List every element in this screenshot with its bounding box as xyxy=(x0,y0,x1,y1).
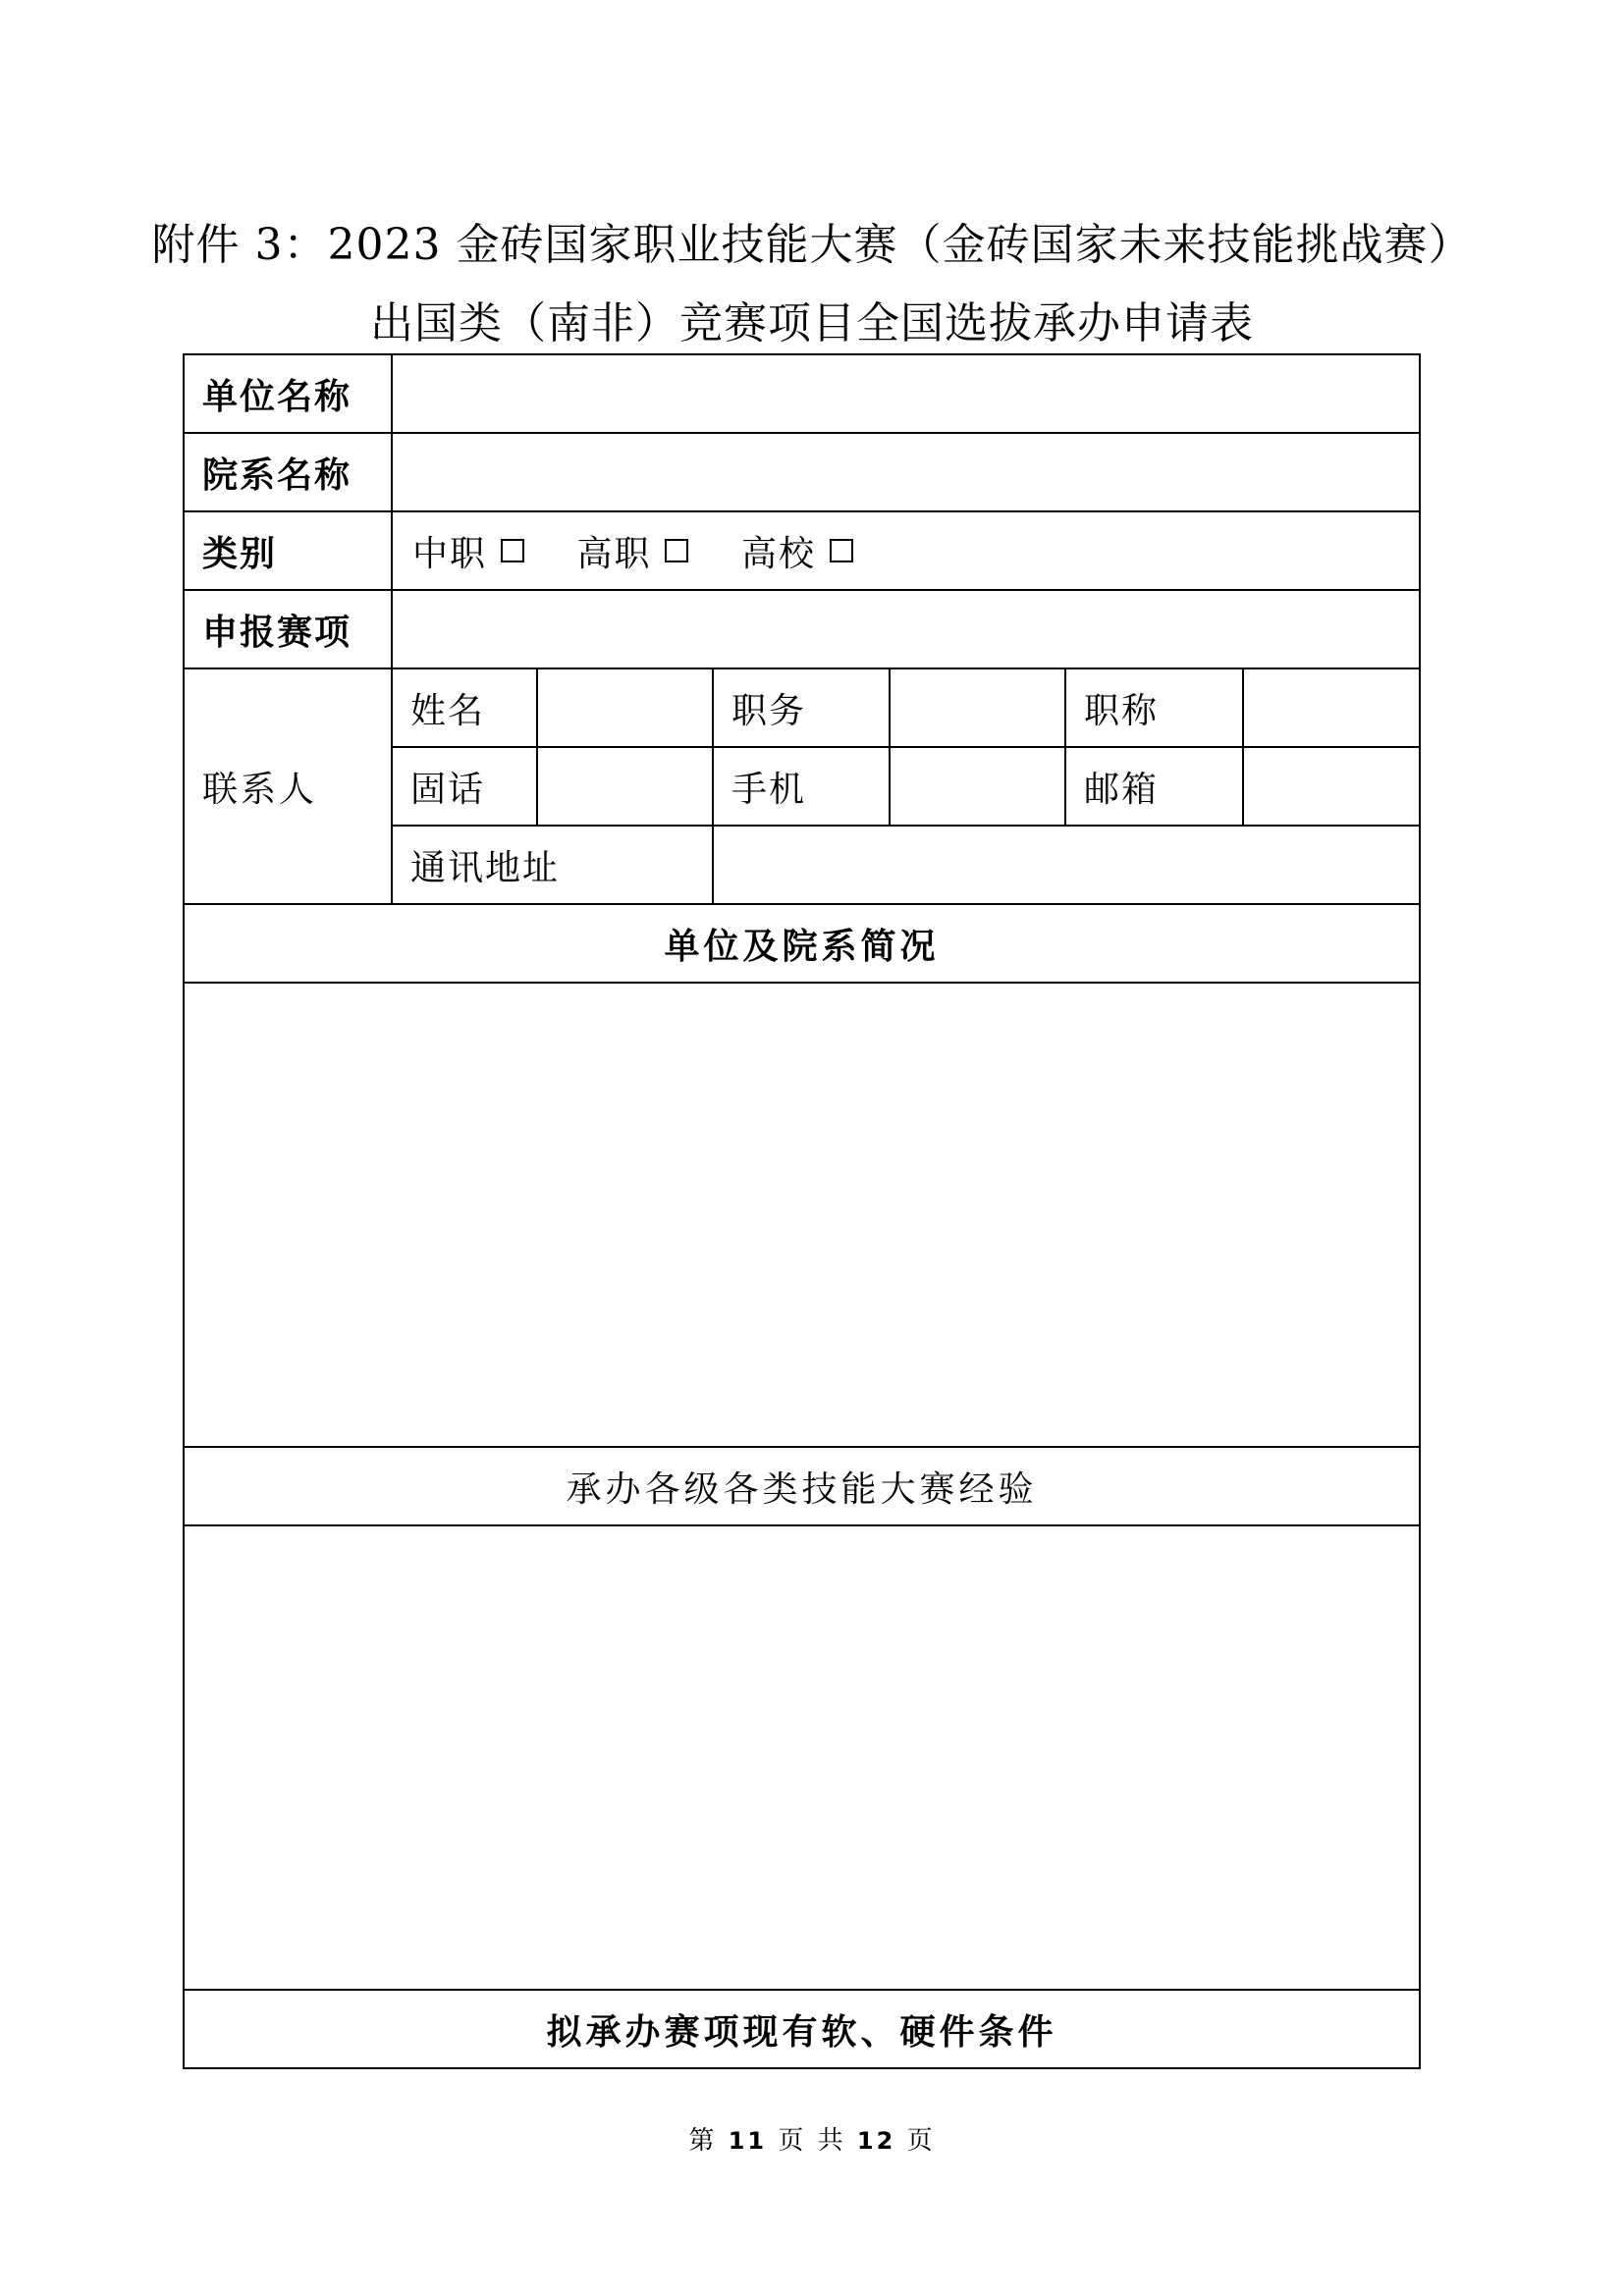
unit-name-label: 单位名称 xyxy=(184,354,392,433)
category-option-university[interactable] xyxy=(741,526,853,576)
category-option-label: 高职 xyxy=(576,533,652,574)
dept-name-label: 院系名称 xyxy=(184,433,392,511)
contact-mobile-field[interactable] xyxy=(890,747,1065,826)
event-field[interactable] xyxy=(392,590,1420,668)
contact-phone-field[interactable] xyxy=(537,747,713,826)
section-experience-field[interactable] xyxy=(184,1525,1420,1990)
checkbox-icon[interactable] xyxy=(830,539,853,562)
checkbox-icon[interactable] xyxy=(501,539,524,562)
footer-suffix: 页 xyxy=(906,2126,936,2156)
contact-label: 联系人 xyxy=(184,668,392,904)
event-label: 申报赛项 xyxy=(184,590,392,668)
checkbox-icon[interactable] xyxy=(665,539,688,562)
footer-total-pages: 12 xyxy=(856,2127,896,2155)
page-footer xyxy=(0,2120,1624,2157)
section-conditions-heading: 拟承办赛项现有软、硬件条件 xyxy=(184,1990,1420,2068)
footer-page-number: 11 xyxy=(728,2127,768,2155)
category-label: 类别 xyxy=(184,511,392,590)
section-overview-field[interactable] xyxy=(184,983,1420,1447)
footer-middle: 页 共 xyxy=(778,2126,846,2156)
document-title-line-2: 出国类（南非）竞赛项目全国选拔承办申请表 xyxy=(370,298,1254,348)
category-option-label: 高校 xyxy=(740,533,816,574)
footer-prefix: 第 xyxy=(688,2126,718,2156)
contact-name-label: 姓名 xyxy=(392,668,537,747)
document-title-line-1: 附件 3：2023 金砖国家职业技能大赛（金砖国家未来技能挑战赛） xyxy=(151,220,1473,270)
contact-name-field[interactable] xyxy=(537,668,713,747)
dept-name-field[interactable] xyxy=(392,433,1420,511)
category-option-label: 中职 xyxy=(412,533,488,574)
contact-phone-label: 固话 xyxy=(392,747,537,826)
contact-title-label: 职称 xyxy=(1065,668,1243,747)
unit-name-field[interactable] xyxy=(392,354,1420,433)
contact-position-field[interactable] xyxy=(890,668,1065,747)
category-option-secondary-vocational[interactable] xyxy=(412,526,524,576)
contact-position-label: 职务 xyxy=(713,668,890,747)
section-overview-heading: 单位及院系简况 xyxy=(184,904,1420,983)
contact-address-field[interactable] xyxy=(713,826,1420,904)
section-experience-heading: 承办各级各类技能大赛经验 xyxy=(184,1447,1420,1525)
contact-title-field[interactable] xyxy=(1243,668,1420,747)
application-form-table xyxy=(183,353,1421,2069)
contact-address-label: 通讯地址 xyxy=(392,826,713,904)
category-options xyxy=(392,511,1420,590)
category-option-higher-vocational[interactable] xyxy=(576,526,688,576)
contact-mobile-label: 手机 xyxy=(713,747,890,826)
contact-email-field[interactable] xyxy=(1243,747,1420,826)
contact-email-label: 邮箱 xyxy=(1065,747,1243,826)
